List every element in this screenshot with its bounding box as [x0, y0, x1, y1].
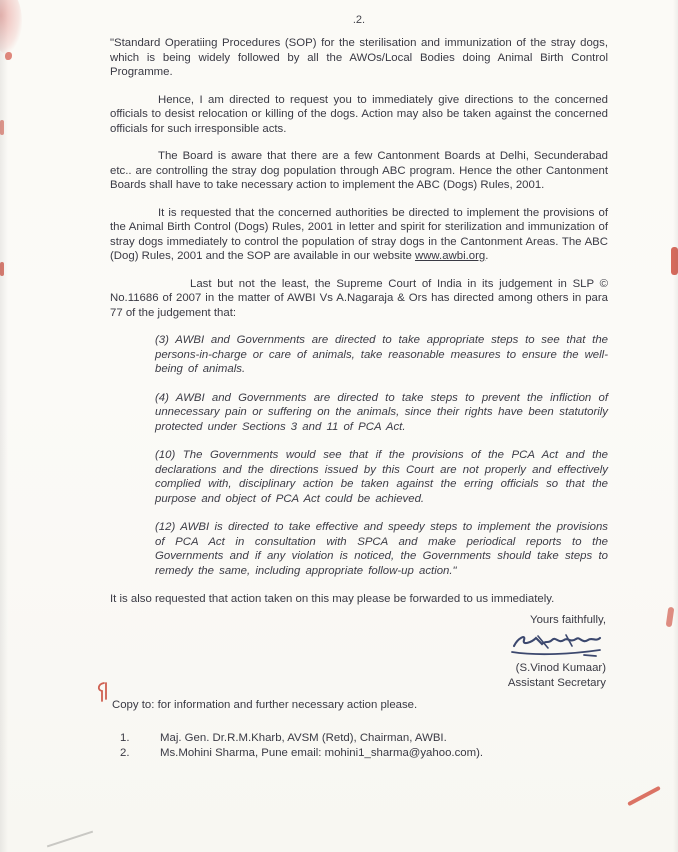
awbi-website-link: www.awbi.org — [414, 250, 486, 262]
para-supreme-court: Last but not the least, the Supreme Court of India in its judgement in SLP © No.11686 of 2007 in the matter of AWBI Vs A.Nagaraja & Ors has directed among others in para 77 of the judgement that: — [110, 277, 608, 319]
para-abc-rules-period: . — [485, 250, 489, 262]
recipient-2-text: Ms.Mohini Sharma, Pune email: mohini1_sharma@yahoo.com). — [160, 747, 484, 759]
judgement-quote-10: (10) The Governments would see that if the provisions of the PCA Act and the declarations and the directions issued by this Court are not properly and effectively complied with, disciplinary action be taken against the erring officials so that the purpose and object of PCA Act could be achieved. — [155, 449, 608, 505]
signatory-title: Assistant Secretary — [507, 676, 606, 689]
letter-content — [110, 14, 608, 762]
page-edge-shadow-left — [0, 0, 8, 852]
red-mark-left-1 — [5, 52, 12, 60]
red-slash-bottom-right — [627, 786, 661, 806]
recipient-2-number: 2. — [120, 747, 130, 759]
page-edge-shadow-right — [673, 0, 678, 852]
para-cantonment-boards: The Board is aware that there are a few Cantonment Boards at Delhi, Secunderabad etc.. are controlling the stray dog population through ABC program. Hence the other Cantonment Boards shall have to take necessary action to implement the ABC (Dogs) Rules, 2001. — [110, 150, 608, 191]
signature-block — [110, 613, 608, 691]
para-abc-rules — [110, 206, 608, 264]
para-abc-rules-text: It is requested that the concerned authorities be directed to implement the provisions of the Animal Birth Control (Dogs) Rules, 2001 in letter and spirit for sterilization and immunization of stray dogs immediately to control the population of stray dogs in the Cantonment Areas. The ABC (Dog) Rules, 2001 and the SOP are available in our website — [110, 206, 608, 262]
judgement-quote-12: (12) AWBI is directed to take effective and speedy steps to implement the provisions of PCA Act in consultation with SPCA and make periodical reports to the Governments and if any violation is noticed, the Governments should take steps to remedy the same, including appropriate follow-up action." — [155, 521, 608, 577]
red-mark-left-2 — [0, 120, 4, 135]
copy-to-line: Copy to: for information and further necessary action please. — [112, 698, 418, 711]
scan-smudge-top-left — [0, 0, 22, 54]
gray-streak-bottom-left — [47, 831, 93, 848]
red-pen-mark — [94, 680, 110, 709]
recipient-1 — [120, 731, 608, 747]
closing-line: It is also requested that action taken on this may please be forwarded to us immediately. — [110, 593, 555, 605]
red-mark-left-3 — [0, 262, 4, 276]
red-mark-right-2 — [666, 607, 675, 628]
page-number: .2. — [352, 14, 366, 26]
recipient-1-text: Maj. Gen. Dr.R.M.Kharb, AVSM (Retd), Chairman, AWBI. — [160, 731, 447, 744]
recipient-2 — [120, 746, 608, 762]
para-sop: "Standard Operatiing Procedures (SOP) for the sterilisation and immunization of the stray dogs, which is being widely followed by all the AWOs/Local Bodies doing Animal Birth Control Programme. — [110, 37, 608, 78]
valediction: Yours faithfully, — [530, 613, 606, 626]
judgement-quote-3: (3) AWBI and Governments are directed to take appropriate steps to see that the persons-in-charge or care of animals, take reasonable measures to ensure the well-being of animals. — [155, 334, 608, 375]
red-mark-right-1 — [671, 247, 678, 275]
recipient-1-number: 1. — [120, 731, 130, 744]
para-request-directions: Hence, I am directed to request you to immediately give directions to the concerned officials to desist relocation or killing of the dogs. Action may also be taken against the concerned officials for such irresponsible acts. — [110, 93, 608, 135]
recipient-list — [120, 731, 608, 762]
signatory-name: (S.Vinod Kumaar) — [515, 661, 606, 674]
handwritten-signature — [508, 630, 604, 660]
judgement-quote-4: (4) AWBI and Governments are directed to take steps to prevent the infliction of unnecessary pain or suffering on the animals, since their rights have been statutorily protected under Sections 3 and 11 of PCA Act. — [155, 391, 608, 433]
